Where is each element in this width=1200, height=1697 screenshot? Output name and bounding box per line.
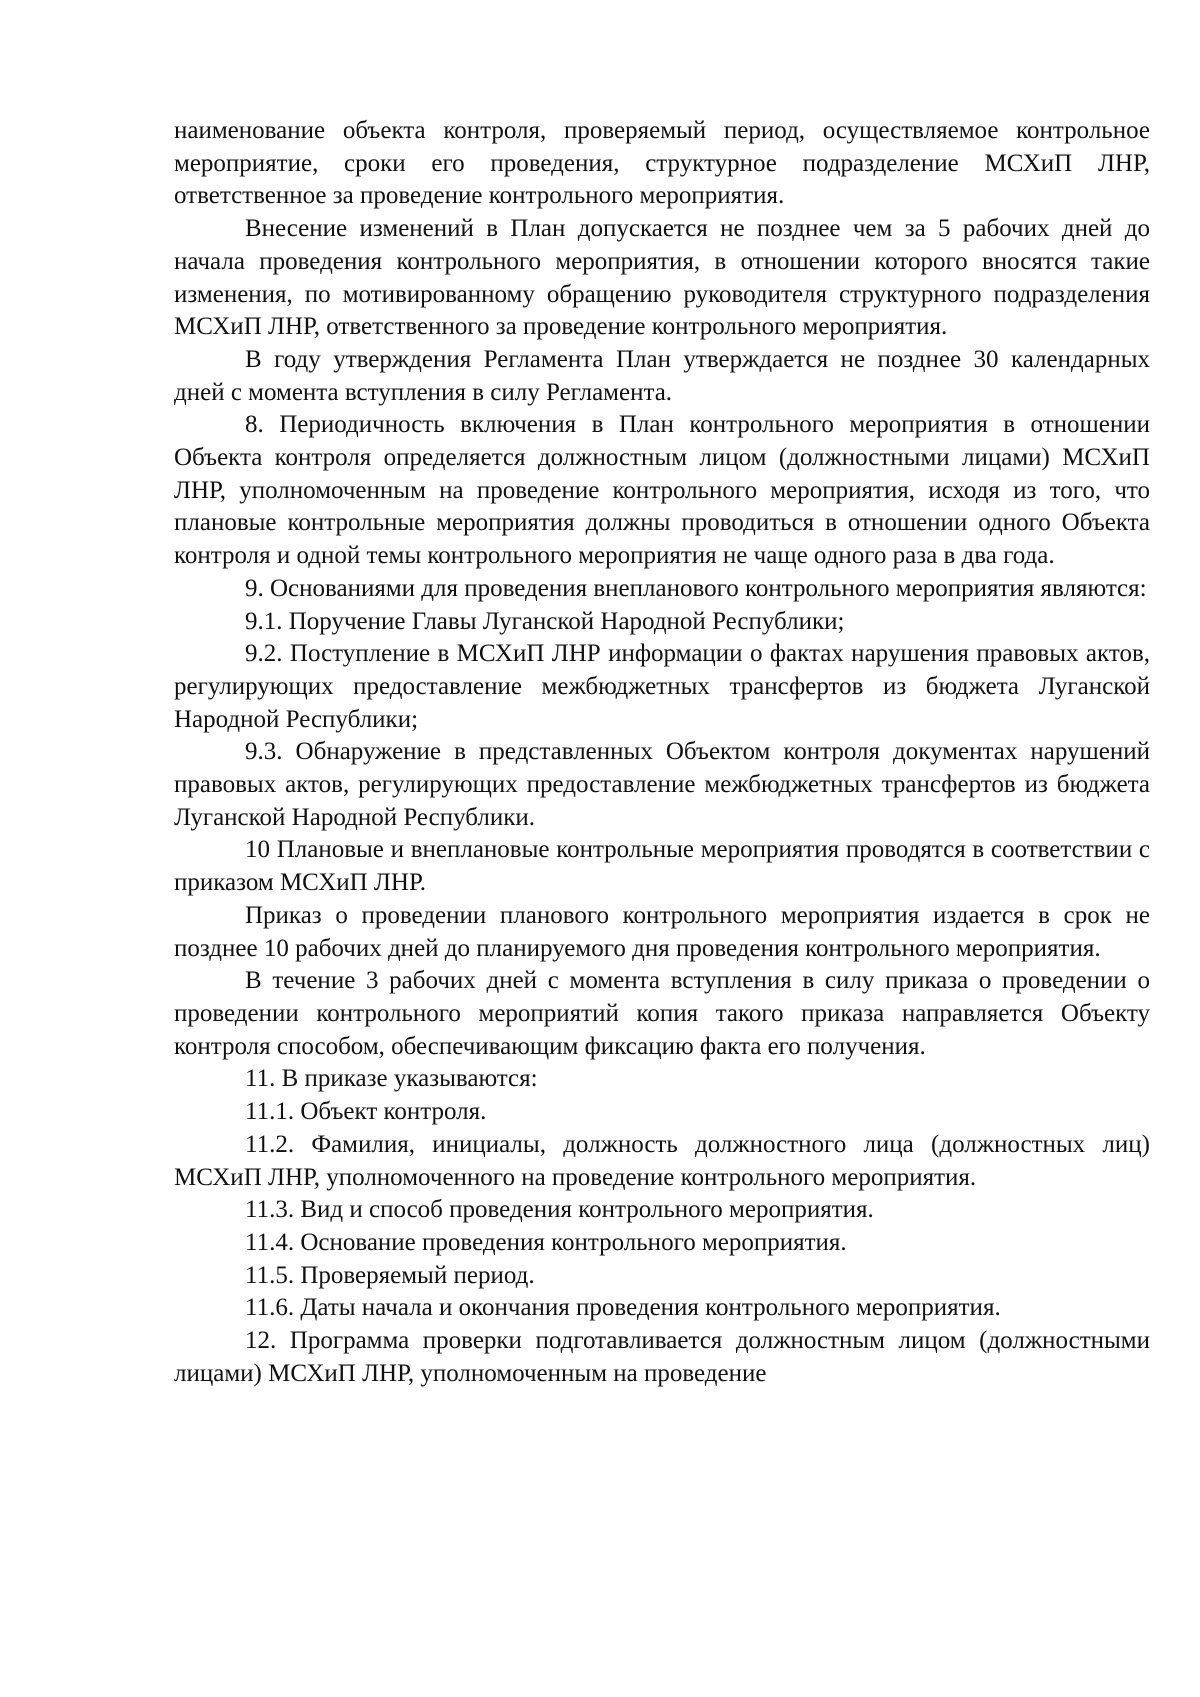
paragraph-order-copy: В течение 3 рабочих дней с момента вступления в силу приказа о проведении о проведении контрольного мероприятий копия такого приказа направляется Объекту контроля способом, обеспечивающим фиксацию факта его получения. — [174, 967, 1150, 1060]
paragraph-item-11-2: 11.2. Фамилия, инициалы, должность должностного лица (должностных лиц) МСХиП ЛНР, уполномоченного на проведение контрольного мероприятия. — [174, 1130, 1150, 1191]
paragraph-item-11-1: 11.1. Объект контроля. — [245, 1098, 487, 1126]
paragraph-plan-contents-continued: наименование объекта контроля, проверяемый период, осуществляемое контрольное мероприятие, сроки его проведения, структурное подразделение МСХиП ЛНР, ответственное за проведение контрольного мероприятия. — [174, 117, 1150, 210]
paragraph-item-9-1: 9.1. Поручение Главы Луганской Народной Республики; — [245, 607, 845, 635]
paragraph-item-11-4: 11.4. Основание проведения контрольного мероприятия. — [245, 1228, 847, 1256]
paragraph-item-11-5: 11.5. Проверяемый период. — [245, 1261, 535, 1289]
paragraph-item-8: 8. Периодичность включения в План контрольного мероприятия в отношении Объекта контроля определяется должностным лицом (должностными лицами) МСХиП ЛНР, уполномоченным на проведение контрольного мероприятия, исходя из того, что плановые контрольные мероприятия должны проводиться в отношении одного Объекта контроля и одной темы контрольного мероприятия не чаще одного раза в два года. — [174, 411, 1150, 570]
paragraph-item-10: 10 Плановые и внеплановые контрольные мероприятия проводятся в соответствии с приказом МСХиП ЛНР. — [174, 836, 1150, 897]
paragraph-item-11: 11. В приказе указываются: — [245, 1065, 538, 1093]
paragraph-order-issue: Приказ о проведении планового контрольного мероприятия издается в срок не позднее 10 рабочих дней до планируемого дня проведения контрольного мероприятия. — [174, 901, 1150, 962]
paragraph-item-9-2: 9.2. Поступление в МСХиП ЛНР информации о фактах нарушения правовых актов, регулирующих предоставление межбюджетных трансфертов из бюджета Луганской Народной Республики; — [174, 640, 1150, 733]
paragraph-item-12: 12. Программа проверки подготавливается должностным лицом (должностными лицами) МСХиП ЛНР, уполномоченным на проведение — [174, 1327, 1150, 1387]
document-page-body — [174, 115, 1150, 1390]
paragraph-plan-changes: Внесение изменений в План допускается не позднее чем за 5 рабочих дней до начала проведения контрольного мероприятия, в отношении которого вносятся такие изменения, по мотивированному обращению руководителя структурного подразделения МСХиП ЛНР, ответственного за проведение контрольного мероприятия. — [174, 215, 1150, 341]
paragraph-item-11-3: 11.3. Вид и способ проведения контрольного мероприятия. — [245, 1196, 874, 1224]
paragraph-item-9-3: 9.3. Обнаружение в представленных Объектом контроля документах нарушений правовых актов, регулирующих предоставление межбюджетных трансфертов из бюджета Луганской Народной Республики. — [174, 738, 1150, 831]
paragraph-item-9: 9. Основаниями для проведения внепланового контрольного мероприятия являются: — [245, 574, 1147, 602]
paragraph-plan-approval: В году утверждения Регламента План утверждается не позднее 30 календарных дней с момента вступления в силу Регламента. — [174, 345, 1150, 406]
paragraph-item-11-6: 11.6. Даты начала и окончания проведения контрольного мероприятия. — [245, 1294, 1001, 1322]
